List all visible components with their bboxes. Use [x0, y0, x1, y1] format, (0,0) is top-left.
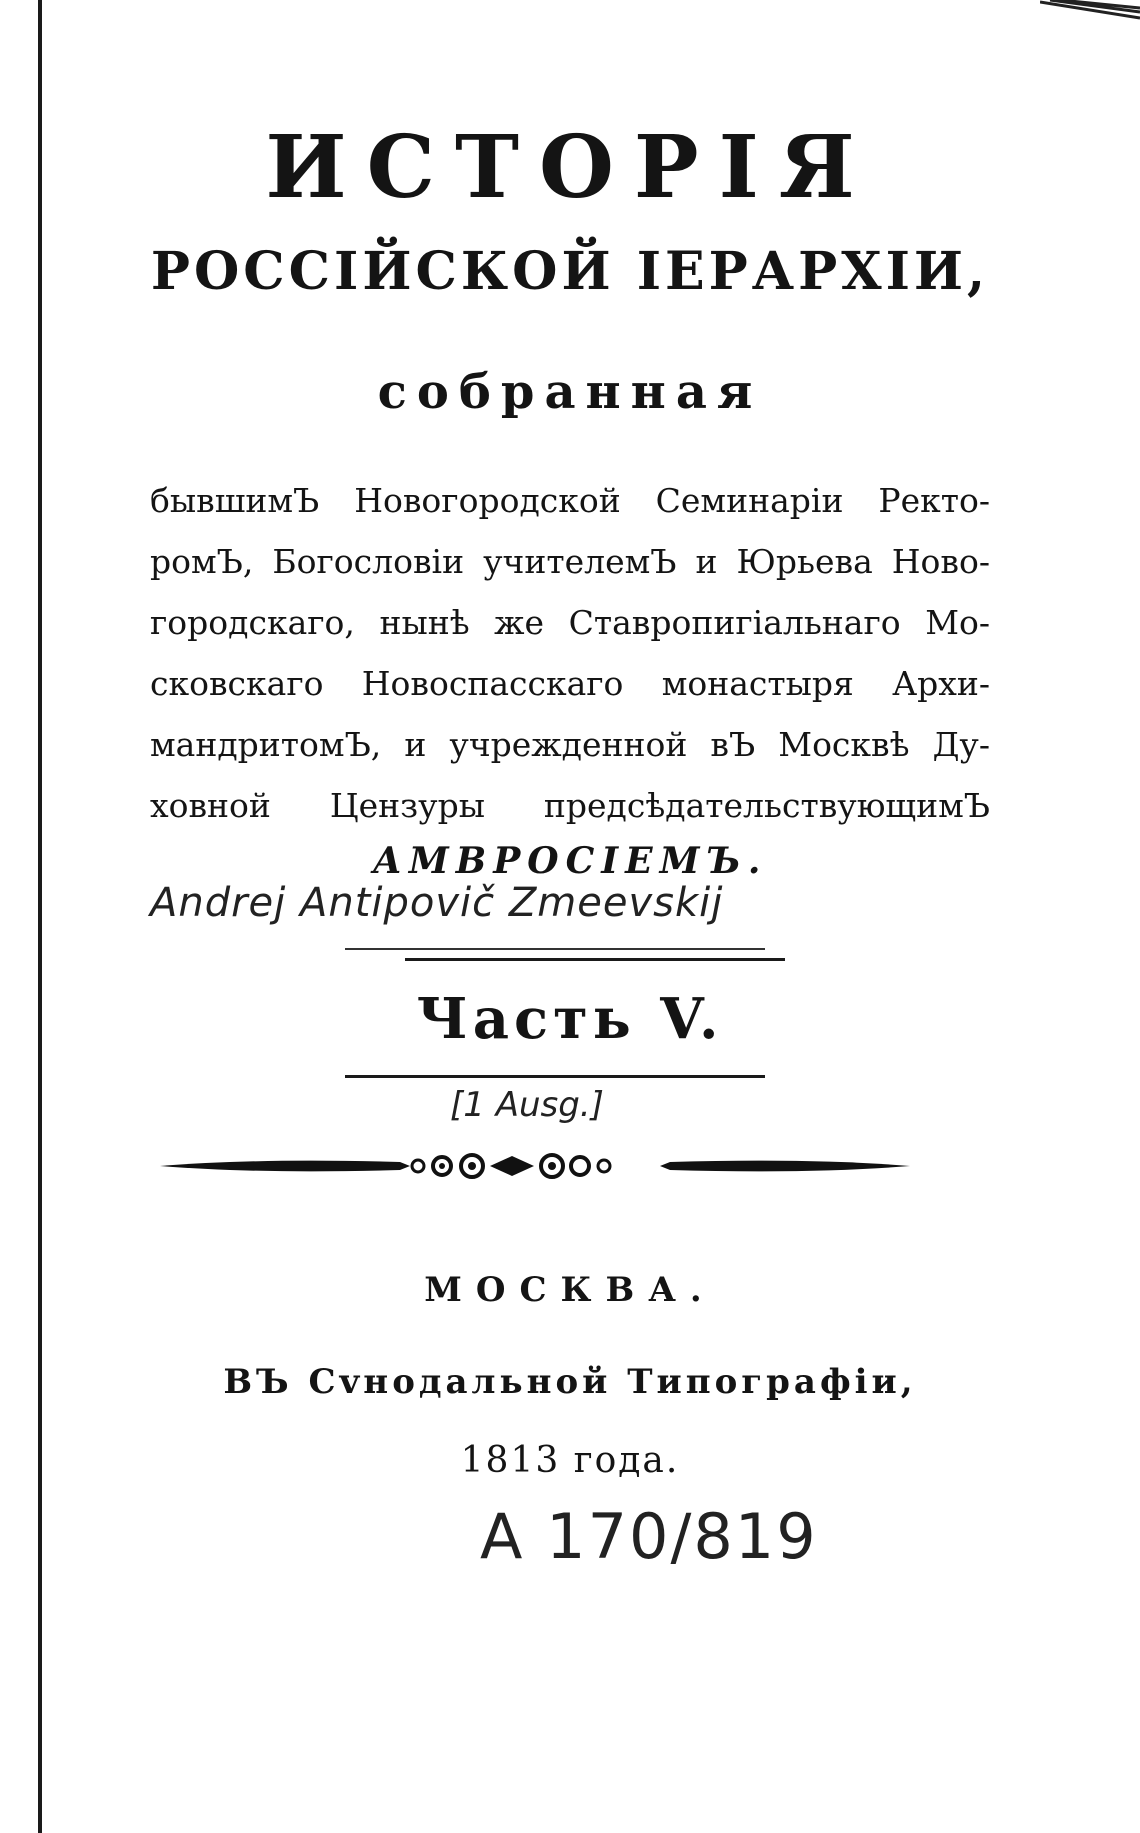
handwritten-owner-name: Andrej Antipovič Zmeevskij — [150, 880, 724, 926]
handwritten-edition-note: [1 Ausg.] — [450, 1085, 604, 1125]
description-line: ховной Цензуры предсѣдательствующимЪ — [150, 786, 990, 825]
publication-city: МОСКВА. — [424, 1270, 716, 1310]
description-line: бывшимЪ Новогородской Семинаріи Ректо- — [150, 481, 990, 520]
description-line: ромЪ, Богословіи учителемЪ и Юрьева Ново- — [150, 542, 990, 581]
book-subtitle: РОССІЙСКОЙ ІЕРАРХІИ, — [150, 241, 990, 302]
volume-part: Часть V. — [416, 986, 724, 1052]
author-name: АМВРОСІЕМЪ. — [372, 840, 768, 882]
handwritten-underline — [345, 948, 765, 950]
description-line: мандритомЪ, и учрежденной вЪ Москвѣ Ду- — [150, 725, 990, 764]
publication-year: 1813 года. — [460, 1440, 680, 1481]
description-line: городскаго, нынѣ же Ставропигіальнаго Мо- — [150, 603, 990, 642]
publisher-press: ВЪ Сvнодальной Типографіи, — [223, 1362, 917, 1402]
author-description — [150, 470, 990, 836]
description-line: сковскаго Новоспасскаго монастыря Архи- — [150, 664, 990, 703]
handwritten-shelfmark: A 170/819 — [480, 1500, 818, 1573]
upper-rule — [405, 958, 785, 961]
book-title: ИСТОРІЯ — [265, 117, 875, 218]
ornamental-divider — [160, 1148, 910, 1184]
corner-paper-curl — [1040, 0, 1140, 30]
collected-by-label: собранная — [377, 364, 763, 420]
lower-rule — [345, 1075, 765, 1078]
